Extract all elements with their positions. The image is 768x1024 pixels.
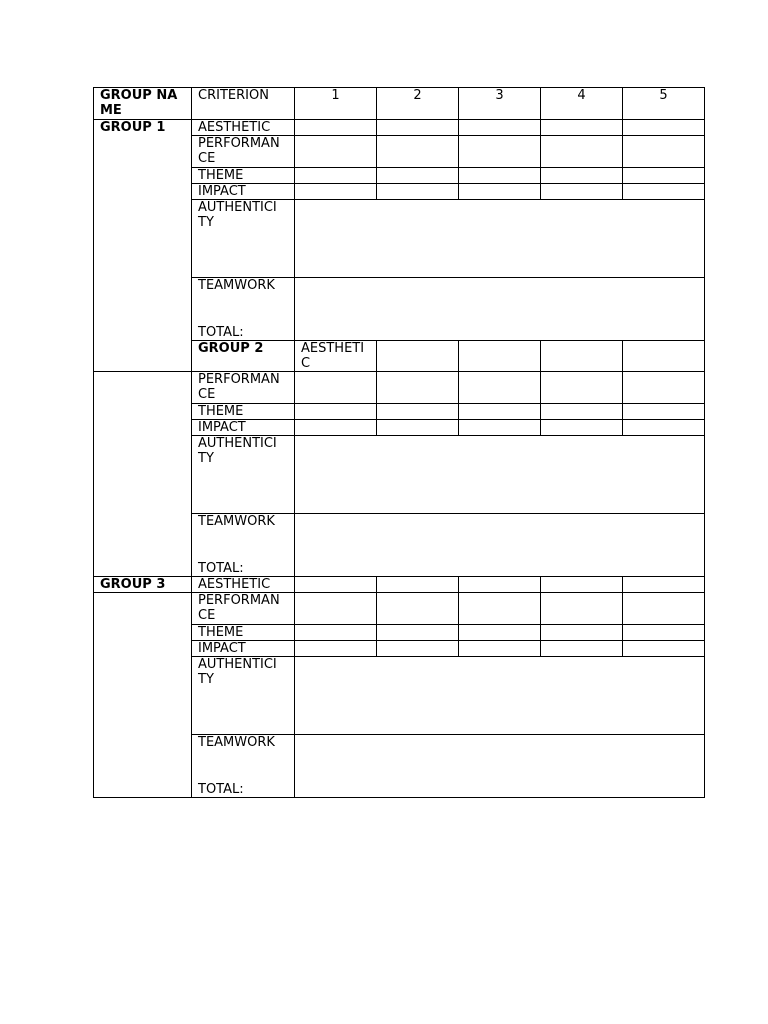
- score-cell[interactable]: [541, 168, 623, 184]
- score-cell[interactable]: [623, 120, 705, 136]
- total-label: TOTAL:: [198, 561, 244, 576]
- score-cell[interactable]: [459, 641, 541, 657]
- score-cell[interactable]: [459, 420, 541, 436]
- score-cell[interactable]: [623, 372, 705, 404]
- group-2-blank-cell: [94, 372, 192, 577]
- criterion-teamwork: [192, 278, 295, 341]
- header-score-2: 2: [377, 88, 459, 120]
- header-score-3: 3: [459, 88, 541, 120]
- score-cell[interactable]: [541, 184, 623, 200]
- score-cell[interactable]: [459, 184, 541, 200]
- score-cell[interactable]: [377, 136, 459, 168]
- criterion-authenticity: AUTHENTICI TY: [192, 200, 295, 278]
- score-cell[interactable]: [459, 168, 541, 184]
- header-group-name: GROUP NAME: [94, 88, 192, 120]
- criterion-aesthetic: AESTHETIC: [295, 341, 377, 372]
- criterion-impact: IMPACT: [192, 641, 295, 657]
- score-cell[interactable]: [541, 120, 623, 136]
- score-cell[interactable]: [295, 136, 377, 168]
- criterion-impact: IMPACT: [192, 420, 295, 436]
- group-3-blank-cell: [94, 593, 192, 798]
- criterion-performance: PERFORMAN CE: [192, 372, 295, 404]
- authenticity-notes-cell[interactable]: [295, 200, 705, 278]
- score-cell[interactable]: [623, 404, 705, 420]
- group-1-name: GROUP 1: [94, 120, 192, 372]
- score-cell[interactable]: [459, 404, 541, 420]
- score-cell[interactable]: [377, 184, 459, 200]
- score-cell[interactable]: [541, 577, 623, 593]
- score-cell[interactable]: [295, 641, 377, 657]
- score-cell[interactable]: [541, 341, 623, 372]
- score-cell[interactable]: [459, 577, 541, 593]
- criterion-theme: THEME: [192, 168, 295, 184]
- score-cell[interactable]: [459, 341, 541, 372]
- score-cell[interactable]: [377, 420, 459, 436]
- criterion-impact: IMPACT: [192, 184, 295, 200]
- teamwork-notes-cell[interactable]: [295, 514, 705, 577]
- score-cell[interactable]: [541, 625, 623, 641]
- score-cell[interactable]: [623, 168, 705, 184]
- criterion-authenticity: AUTHENTICI TY: [192, 657, 295, 735]
- score-cell[interactable]: [623, 641, 705, 657]
- group-2-name: GROUP 2: [192, 341, 295, 372]
- score-cell[interactable]: [377, 577, 459, 593]
- score-cell[interactable]: [295, 593, 377, 625]
- teamwork-notes-cell[interactable]: [295, 278, 705, 341]
- score-cell[interactable]: [377, 372, 459, 404]
- total-label: TOTAL:: [198, 325, 244, 340]
- authenticity-notes-cell[interactable]: [295, 436, 705, 514]
- score-cell[interactable]: [459, 593, 541, 625]
- criterion-aesthetic: AESTHETIC: [192, 577, 295, 593]
- total-label: TOTAL:: [198, 782, 244, 797]
- score-cell[interactable]: [459, 136, 541, 168]
- header-score-1: 1: [295, 88, 377, 120]
- rubric-table: [93, 87, 705, 798]
- teamwork-notes-cell[interactable]: [295, 735, 705, 798]
- teamwork-label: TEAMWORK: [198, 514, 275, 529]
- table-row: [94, 577, 705, 593]
- criterion-performance: PERFORMAN CE: [192, 136, 295, 168]
- score-cell[interactable]: [459, 120, 541, 136]
- header-row: [94, 88, 705, 120]
- score-cell[interactable]: [377, 168, 459, 184]
- authenticity-notes-cell[interactable]: [295, 657, 705, 735]
- score-cell[interactable]: [459, 372, 541, 404]
- score-cell[interactable]: [295, 372, 377, 404]
- score-cell[interactable]: [623, 184, 705, 200]
- criterion-teamwork: [192, 514, 295, 577]
- score-cell[interactable]: [623, 341, 705, 372]
- score-cell[interactable]: [295, 184, 377, 200]
- criterion-teamwork: [192, 735, 295, 798]
- score-cell[interactable]: [541, 420, 623, 436]
- header-score-4: 4: [541, 88, 623, 120]
- score-cell[interactable]: [541, 404, 623, 420]
- score-cell[interactable]: [623, 136, 705, 168]
- header-criterion: CRITERION: [192, 88, 295, 120]
- score-cell[interactable]: [295, 120, 377, 136]
- teamwork-label: TEAMWORK: [198, 278, 275, 293]
- score-cell[interactable]: [377, 593, 459, 625]
- score-cell[interactable]: [377, 341, 459, 372]
- criterion-performance: PERFORMAN CE: [192, 593, 295, 625]
- teamwork-label: TEAMWORK: [198, 735, 275, 750]
- score-cell[interactable]: [295, 625, 377, 641]
- score-cell[interactable]: [295, 404, 377, 420]
- score-cell[interactable]: [295, 168, 377, 184]
- header-score-5: 5: [623, 88, 705, 120]
- score-cell[interactable]: [623, 420, 705, 436]
- score-cell[interactable]: [541, 593, 623, 625]
- group-3-name: GROUP 3: [94, 577, 192, 593]
- score-cell[interactable]: [541, 136, 623, 168]
- criterion-theme: THEME: [192, 404, 295, 420]
- score-cell[interactable]: [623, 593, 705, 625]
- score-cell[interactable]: [295, 420, 377, 436]
- table-row: [94, 120, 705, 136]
- score-cell[interactable]: [377, 404, 459, 420]
- table-row: [94, 593, 705, 625]
- score-cell[interactable]: [295, 577, 377, 593]
- criterion-aesthetic: AESTHETIC: [192, 120, 295, 136]
- criterion-theme: THEME: [192, 625, 295, 641]
- score-cell[interactable]: [459, 625, 541, 641]
- score-cell[interactable]: [623, 577, 705, 593]
- criterion-authenticity: AUTHENTICI TY: [192, 436, 295, 514]
- score-cell[interactable]: [541, 372, 623, 404]
- score-cell[interactable]: [623, 625, 705, 641]
- score-cell[interactable]: [377, 641, 459, 657]
- score-cell[interactable]: [377, 120, 459, 136]
- score-cell[interactable]: [541, 641, 623, 657]
- score-cell[interactable]: [377, 625, 459, 641]
- table-row: [94, 372, 705, 404]
